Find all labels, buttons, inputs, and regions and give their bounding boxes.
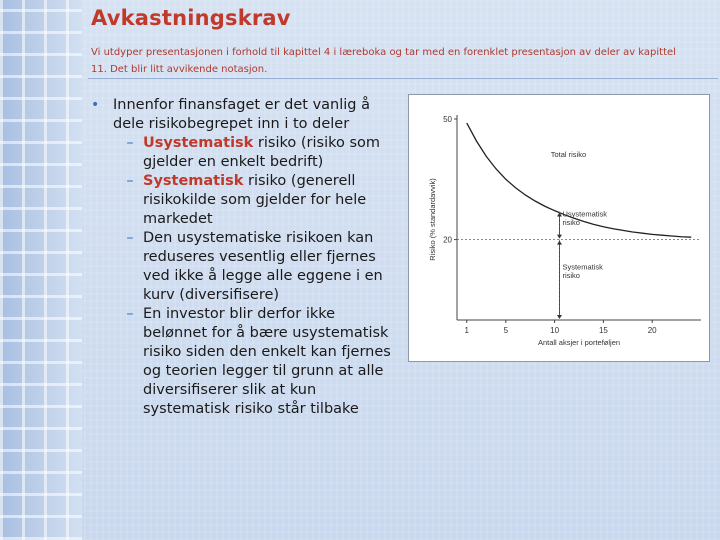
- x-axis-label: Antall aksjer i porteføljen: [537, 338, 621, 347]
- dash-icon: –: [126, 173, 134, 189]
- sub-bullet-text: risiko (generell risikokilde som gjelder for hele markedet: [143, 173, 367, 227]
- sub-bullet-systematic: [117, 172, 391, 229]
- unsystematic-arrow-head-down: [557, 235, 562, 239]
- x-tick-label: 1: [464, 326, 469, 335]
- annotation-unsystematic-risk: risiko: [562, 218, 580, 228]
- y-axis-label: Risiko (% standardavvik): [428, 178, 437, 261]
- bullet-dot-icon: •: [91, 97, 100, 113]
- x-tick-label: 15: [598, 326, 608, 335]
- risk-chart: [409, 95, 709, 361]
- y-tick-label: 50: [443, 115, 452, 124]
- sub-bullet-reward: [117, 305, 391, 419]
- annotation-systematic: Systematisk: [562, 262, 603, 272]
- main-bullet: [91, 96, 391, 134]
- sub-bullet-diversify: [117, 229, 391, 305]
- main-bullet-text: Innenfor finansfaget er det vanlig å dele risikobegrepet inn i to deler: [113, 97, 370, 132]
- x-tick-label: 10: [550, 326, 560, 335]
- slide-title: Avkastningskrav: [91, 6, 291, 30]
- x-tick-label: 20: [647, 326, 657, 335]
- term-systematic: Systematisk: [143, 173, 244, 189]
- sub-bullet-text: En investor blir derfor ikke belønnet for å bære usystematisk risiko siden den enkelt kan fjernes og teorien legger til grunn at alle diversifiserer slik at kun systematisk risiko står tilbake: [143, 306, 391, 417]
- title-divider: [88, 78, 718, 79]
- sub-bullet-text: Den usystematiske risikoen kan reduseres vesentlig eller fjernes ved ikke å legge alle eggene i en kurv (diversifisere): [143, 230, 383, 303]
- decorative-left-strip: [0, 0, 82, 540]
- systematic-arrow-head-down: [557, 315, 562, 319]
- annotation-systematic-risk: risiko: [562, 271, 580, 281]
- bullet-content: [91, 96, 391, 419]
- term-unsystematic: Usystematisk: [143, 135, 254, 151]
- sub-bullet-unsystematic: [117, 134, 391, 172]
- sub-bullet-list: [91, 134, 391, 419]
- annotation-total-risk: Total risiko: [550, 150, 587, 160]
- risk-chart-figure: [408, 94, 710, 362]
- sub-bullet-text: risiko (risiko som gjelder en enkelt bedrift): [143, 135, 381, 170]
- x-tick-label: 5: [503, 326, 509, 335]
- dash-icon: –: [126, 306, 134, 322]
- annotation-unsystematic: Usystematisk: [562, 209, 608, 219]
- dash-icon: –: [126, 230, 134, 246]
- y-tick-label: 20: [443, 235, 452, 245]
- dash-icon: –: [126, 135, 134, 151]
- systematic-arrow-head-up: [557, 241, 562, 245]
- slide-subtitle: Vi utdyper presentasjonen i forhold til kapittel 4 i læreboka og tar med en forenklet presentasjon av deler av kapittel 11. Det blir litt avvikende notasjon.: [91, 47, 676, 75]
